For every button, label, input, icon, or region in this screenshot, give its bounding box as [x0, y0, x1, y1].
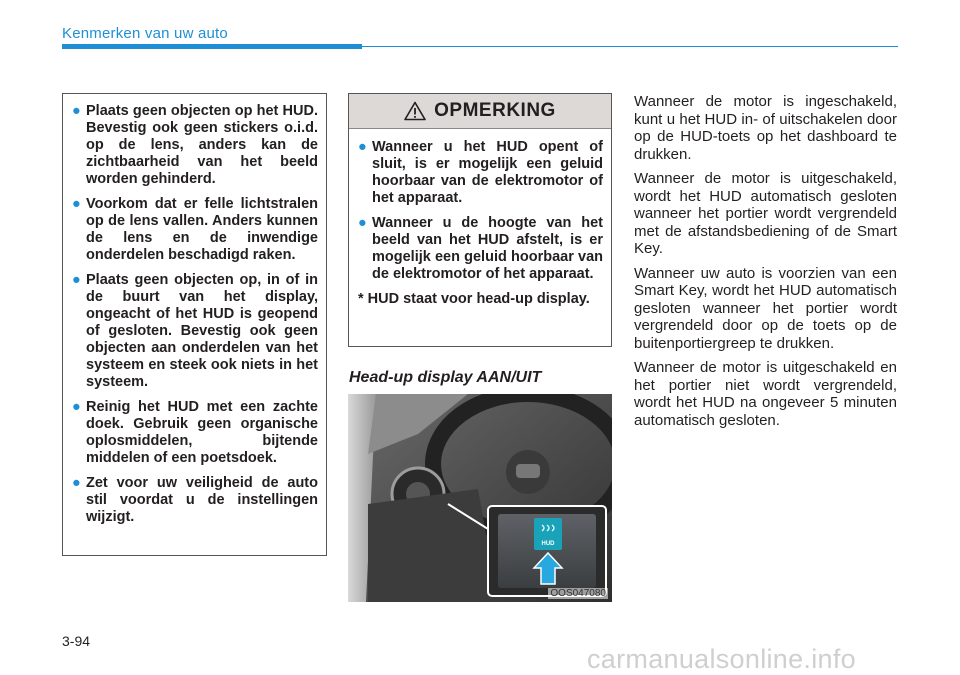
list-item	[72, 399, 318, 467]
note-title: OPMERKING	[434, 100, 556, 121]
list-item-text: Plaats geen objecten op, in of in de buurt van het display, ongeacht of het HUD is geopend of gesloten. Bevestig ook geen objecten aan onderdelen van het systeem en steek ook niets in het systeem.	[86, 272, 318, 390]
bullet-icon: ●	[358, 139, 367, 155]
bullet-icon: ●	[72, 103, 81, 119]
watermark: carmanualsonline.info	[587, 644, 856, 674]
list-item	[358, 215, 603, 283]
list-item-text: Reinig het HUD met een zachte doek. Gebruik geen organische oplosmiddelen, bijtende middelen of een poetsdoek.	[86, 399, 318, 466]
dashboard-illustration	[348, 394, 612, 602]
list-item-text: Plaats geen objecten op het HUD. Bevestig ook geen stickers o.i.d. op de lens, anders kan de zichtbaarheid van het beeld worden gehinderd.	[86, 103, 318, 187]
bullet-icon: ●	[72, 399, 81, 415]
list-item-text: Wanneer u het HUD opent of sluit, is er mogelijk een geluid hoorbaar van de elektromotor of het apparaat.	[372, 139, 603, 206]
list-item	[72, 103, 318, 188]
bullet-icon: ●	[72, 196, 81, 212]
paragraph: Wanneer de motor is uitgeschakeld, wordt het HUD automatisch gesloten wanneer het portier wordt vergrendeld met de afstandsbediening of de Smart Key.	[634, 170, 897, 257]
section-title: Kenmerken van uw auto	[62, 25, 228, 42]
paragraph: Wanneer de motor is uitgeschakeld en het portier niet wordt vergrendeld, wordt het HUD na ongeveer 5 minuten automatisch gesloten.	[634, 359, 897, 429]
header-accent-bar	[62, 44, 362, 49]
list-item-text: Voorkom dat er felle lichtstralen op de lens vallen. Anders kunnen de lens en de inwendige onderdelen beschadigd raken.	[86, 196, 318, 263]
caution-list	[72, 103, 318, 526]
footnote: * HUD staat voor head-up display.	[358, 291, 590, 307]
list-item-text: Wanneer u de hoogte van het beeld van het HUD afstelt, is er mogelijk een geluid hoorbaar van de elektromotor of het apparaat.	[372, 215, 603, 282]
note-header	[349, 94, 611, 129]
list-item	[72, 272, 318, 391]
bullet-icon: ●	[72, 475, 81, 491]
section-heading: Head-up display AAN/UIT	[349, 369, 542, 386]
paragraph: Wanneer de motor is ingeschakeld, kunt u het HUD in- of uitschakelen door op de HUD-toets op het dashboard te drukken.	[634, 93, 897, 163]
hud-button-photo	[348, 394, 612, 602]
note-box	[348, 93, 612, 347]
list-item	[72, 475, 318, 526]
header-rule	[362, 46, 898, 47]
note-body	[349, 129, 611, 308]
hud-button-label: HUD	[541, 541, 555, 547]
list-item-text: Zet voor uw veiligheid de auto stil voordat u de instellingen wijzigt.	[86, 475, 318, 525]
page-number: 3-94	[62, 633, 91, 649]
warning-triangle-icon	[404, 101, 426, 121]
photo-code: OOS047080	[550, 588, 606, 599]
paragraph: Wanneer uw auto is voorzien van een Smart Key, wordt het HUD automatisch gesloten wanneer het portier wordt vergrendeld door op de toets op de buitenportiergreep te drukken.	[634, 264, 897, 352]
caution-box	[62, 93, 327, 556]
bullet-icon: ●	[72, 272, 81, 288]
note-list	[358, 139, 603, 283]
list-item	[358, 139, 603, 207]
bullet-icon: ●	[358, 215, 367, 231]
list-item	[72, 196, 318, 264]
body-text-column	[634, 93, 897, 436]
